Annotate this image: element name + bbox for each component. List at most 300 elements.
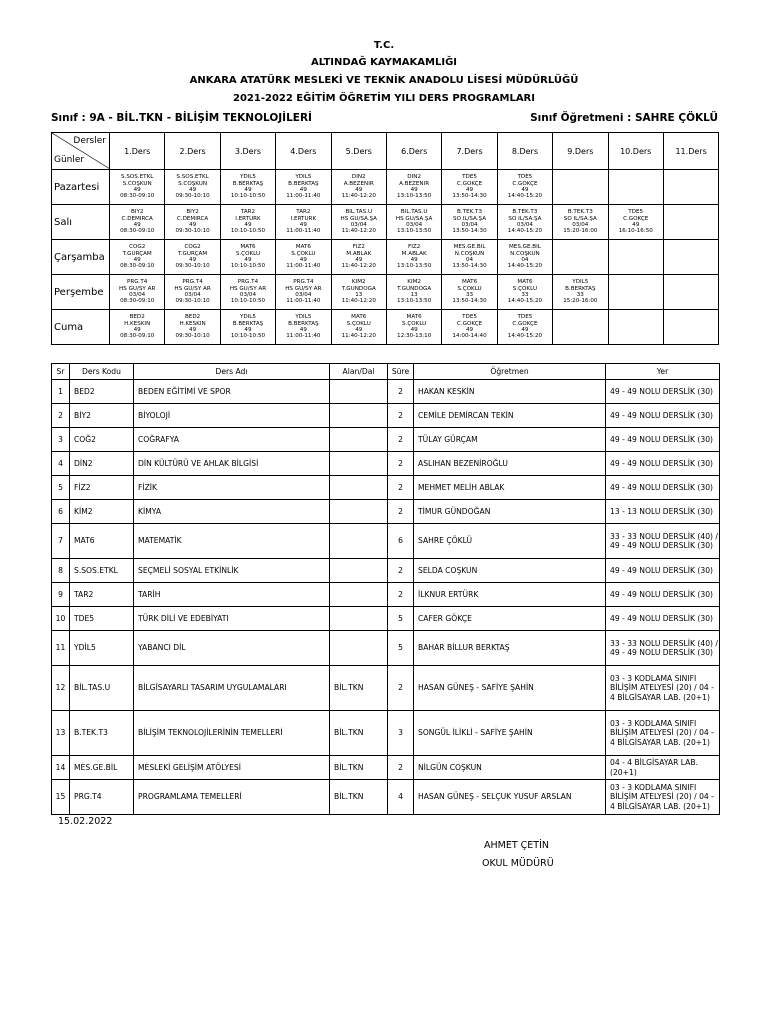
slot-teacher: HS GÜ/SY AR	[285, 285, 322, 292]
course-code: TAR2	[70, 583, 134, 607]
header-line-4: 2021-2022 EĞİTİM ÖĞRETİM YILI DERS PROGRAMLARI	[233, 93, 535, 104]
slot-room: 49	[410, 257, 418, 263]
schedule-slot	[442, 310, 497, 345]
schedule-slot	[220, 170, 275, 205]
slot-teacher: B.BERKTAŞ	[232, 320, 264, 327]
slot-time: 10:10-10:50	[230, 263, 266, 270]
schedule-slot	[553, 275, 608, 310]
schedule-slot	[386, 240, 441, 275]
slot-teacher: B.BERKTAŞ	[232, 180, 264, 187]
slot-room: 03/04	[239, 292, 257, 298]
class-label: Sınıf : 9A - BİL.TKN - BİLİŞİM TEKNOLOJİLERİ	[51, 112, 312, 124]
slot-time: 14:40-15:20	[507, 193, 543, 200]
course-teacher: TÜLAY GÜRÇAM	[414, 428, 606, 452]
schedule-slot	[608, 170, 663, 205]
slot-time: 15:20-16:00	[563, 228, 598, 235]
schedule-slot	[663, 275, 718, 310]
slot-time: 11:00-11:40	[286, 298, 321, 305]
period-header: 7.Ders	[442, 133, 497, 170]
course-list-table	[51, 363, 720, 815]
schedule-slot	[608, 240, 663, 275]
slot-course-code: TDE5	[462, 314, 477, 321]
course-teacher: HASAN GÜNEŞ - SELÇUK YUSUF ARSLAN	[414, 780, 606, 815]
schedule-slot	[386, 275, 441, 310]
course-row	[52, 559, 720, 583]
slot-room: 49	[189, 327, 197, 333]
schedule-slot	[110, 240, 165, 275]
course-code: YDİL5	[70, 631, 134, 666]
schedule-slot	[442, 205, 497, 240]
schedule-slot	[165, 170, 220, 205]
course-hours: 2	[388, 500, 414, 524]
period-header: 5.Ders	[331, 133, 386, 170]
course-row	[52, 666, 720, 711]
period-header: 4.Ders	[276, 133, 331, 170]
course-room: 49 - 49 NOLU DERSLİK (30)	[606, 452, 720, 476]
slot-teacher: C.GÖKÇE	[456, 180, 483, 187]
slot-room: 03/04	[461, 222, 478, 228]
course-field	[330, 428, 388, 452]
slot-course-code: TDE5	[517, 174, 533, 181]
course-name: BEDEN EĞİTİMİ VE SPOR	[134, 380, 330, 404]
slot-time: 13:10-13:50	[397, 193, 432, 200]
course-teacher: HAKAN KESKİN	[414, 380, 606, 404]
slot-teacher: S.ÇÖKLÜ	[402, 320, 427, 327]
slot-course-code: FİZ2	[408, 244, 421, 251]
slot-course-code: BED2	[184, 314, 201, 321]
slot-room: 49	[244, 327, 252, 333]
slot-course-code: BİL.TAS.U	[345, 209, 373, 216]
slot-course-code: MAT6	[351, 314, 367, 321]
course-header-sr: Sr	[52, 364, 70, 380]
slot-room: 49	[189, 257, 197, 263]
day-name: Çarşamba	[52, 240, 110, 275]
slot-room: 13	[355, 292, 363, 298]
slot-time: 14:40-15:20	[507, 263, 543, 270]
course-teacher: NİLGÜN COŞKUN	[414, 756, 606, 780]
slot-time: 08:30-09:10	[120, 333, 155, 340]
schedule-slot	[331, 170, 386, 205]
slot-course-code: TDE5	[517, 314, 533, 321]
slot-time: 10:10-10:50	[230, 228, 266, 235]
slot-course-code: B.TEK.T3	[512, 209, 538, 216]
slot-teacher: N.COŞKUN	[510, 250, 540, 257]
slot-teacher: SO İL/SA.ŞA	[563, 215, 597, 222]
schedule-slot	[608, 310, 663, 345]
schedule-slot	[663, 170, 718, 205]
slot-teacher: A.BEZENİR	[399, 180, 430, 187]
slot-room: 49	[632, 222, 640, 228]
slot-room: 03/04	[406, 222, 423, 228]
course-hours: 5	[388, 631, 414, 666]
course-room: 03 - 3 KODLAMA SINIFI BİLİŞİM ATELYESİ (20) / 04 - 4 BİLGİSAYAR LAB. (20+1)	[606, 666, 720, 711]
course-row	[52, 631, 720, 666]
course-teacher: HASAN GÜNEŞ - SAFİYE ŞAHİN	[414, 666, 606, 711]
schedule-slot	[497, 205, 552, 240]
slot-course-code: PRG.T4	[293, 279, 314, 286]
slot-time: 08:30-09:10	[120, 298, 155, 305]
course-room: 49 - 49 NOLU DERSLİK (30)	[606, 380, 720, 404]
slot-course-code: FİZ2	[352, 244, 365, 251]
slot-room: 04	[465, 257, 474, 263]
course-field	[330, 452, 388, 476]
slot-time: 14:00-14:40	[452, 333, 487, 340]
signer-title: OKUL MÜDÜRÜ	[482, 858, 554, 869]
course-sr: 9	[52, 583, 70, 607]
schedule-slot	[386, 170, 441, 205]
slot-room: 03/04	[129, 292, 146, 298]
course-name: BİLGİSAYARLI TASARIM UYGULAMALARI	[134, 666, 330, 711]
course-row	[52, 428, 720, 452]
slot-teacher: H.KESKİN	[179, 320, 206, 327]
slot-room: 49	[133, 187, 141, 193]
slot-course-code: YDİL5	[295, 174, 312, 181]
course-teacher: MEHMET MELİH ABLAK	[414, 476, 606, 500]
slot-room: 49	[299, 257, 307, 263]
slot-course-code: KİM2	[351, 279, 366, 286]
course-code: BED2	[70, 380, 134, 404]
course-sr: 15	[52, 780, 70, 815]
schedule-slot	[442, 275, 497, 310]
slot-teacher: HS GÜ/SY AR	[229, 285, 267, 292]
course-row	[52, 583, 720, 607]
schedule-slot	[497, 310, 552, 345]
slot-teacher: HS GÜ/SA.ŞA	[395, 215, 433, 222]
schedule-corner-cell	[52, 133, 110, 170]
slot-time: 08:30-09:10	[120, 193, 155, 200]
course-room: 49 - 49 NOLU DERSLİK (30)	[606, 607, 720, 631]
course-sr: 1	[52, 380, 70, 404]
slot-teacher: S.ÇÖKLÜ	[235, 250, 261, 257]
corner-days-label: Günler	[54, 155, 85, 165]
slot-teacher: C.GÖKÇE	[456, 320, 483, 327]
slot-teacher: B.BERKTAŞ	[288, 180, 319, 187]
course-sr: 4	[52, 452, 70, 476]
slot-teacher: B.BERKTAŞ	[288, 320, 319, 327]
schedule-slot	[553, 205, 608, 240]
schedule-slot	[386, 310, 441, 345]
course-code: B.TEK.T3	[70, 711, 134, 756]
header-line-2: ALTINDAĞ KAYMAKAMLIĞI	[310, 57, 458, 68]
slot-teacher: HS GÜ/SY AR	[119, 285, 156, 292]
course-room: 49 - 49 NOLU DERSLİK (30)	[606, 404, 720, 428]
course-room: 49 - 49 NOLU DERSLİK (30)	[606, 476, 720, 500]
schedule-slot	[608, 275, 663, 310]
course-field	[330, 583, 388, 607]
course-hours: 3	[388, 711, 414, 756]
course-row	[52, 476, 720, 500]
slot-time: 10:10-10:50	[230, 333, 266, 340]
slot-time: 14:40-15:20	[507, 333, 543, 340]
course-hours: 2	[388, 756, 414, 780]
slot-time: 13:10-13:50	[397, 263, 432, 270]
period-header: 11.Ders	[663, 133, 718, 170]
slot-teacher: HS GÜ/SY AR	[174, 285, 211, 292]
course-row	[52, 756, 720, 780]
schedule-slot	[165, 240, 220, 275]
slot-room: 49	[299, 327, 307, 333]
slot-teacher: T.GÜNDOĞA	[397, 285, 432, 292]
print-date: 15.02.2022	[58, 816, 113, 827]
slot-course-code: TAR2	[240, 209, 256, 216]
slot-time: 11:40-12:20	[341, 298, 376, 305]
day-name: Salı	[52, 205, 110, 240]
course-name: MESLEKİ GELİŞİM ATÖLYESİ	[134, 756, 330, 780]
period-header: 1.Ders	[110, 133, 165, 170]
slot-teacher: S.ÇÖKLÜ	[457, 285, 482, 292]
slot-room: 49	[189, 222, 197, 228]
slot-teacher: HS GÜ/SA.ŞA	[340, 215, 377, 222]
slot-time: 11:00-11:40	[286, 333, 321, 340]
course-sr: 13	[52, 711, 70, 756]
course-name: TÜRK DİLİ VE EDEBİYATI	[134, 607, 330, 631]
course-code: DİN2	[70, 452, 134, 476]
slot-time: 16:10-16:50	[618, 228, 653, 235]
course-name: BİLİŞİM TEKNOLOJİLERİNİN TEMELLERİ	[134, 711, 330, 756]
course-name: KİMYA	[134, 500, 330, 524]
slot-course-code: MES.GE.BİL	[508, 244, 541, 251]
slot-teacher: C.GÖKÇE	[623, 215, 649, 222]
course-name: FİZİK	[134, 476, 330, 500]
schedule-slot	[110, 275, 165, 310]
schedule-slot	[608, 205, 663, 240]
slot-course-code: S.SOS.ETKL	[176, 174, 209, 181]
slot-course-code: TDE5	[628, 209, 644, 216]
course-header-code: Ders Kodu	[70, 364, 134, 380]
schedule-slot	[497, 240, 552, 275]
course-name: COĞRAFYA	[134, 428, 330, 452]
slot-time: 11:40-12:20	[341, 228, 376, 235]
slot-room: 33	[521, 292, 529, 298]
slot-time: 10:10-10:50	[230, 193, 266, 200]
course-name: BİYOLOJİ	[134, 404, 330, 428]
course-sr: 5	[52, 476, 70, 500]
course-hours: 2	[388, 583, 414, 607]
course-code: COĞ2	[70, 428, 134, 452]
course-row	[52, 452, 720, 476]
course-field	[330, 559, 388, 583]
slot-time: 13:10-13:50	[397, 298, 432, 305]
schedule-slot	[276, 240, 331, 275]
course-row	[52, 500, 720, 524]
course-hours: 5	[388, 607, 414, 631]
course-room: 13 - 13 NOLU DERSLİK (30)	[606, 500, 720, 524]
schedule-slot	[331, 310, 386, 345]
course-name: TARİH	[134, 583, 330, 607]
course-header-room: Yer	[606, 364, 720, 380]
course-code: KİM2	[70, 500, 134, 524]
signer-name: AHMET ÇETİN	[484, 840, 550, 851]
schedule-slot	[553, 240, 608, 275]
slot-teacher: S.ÇÖKLÜ	[346, 320, 371, 327]
slot-room: 49	[410, 187, 418, 193]
schedule-slot	[220, 240, 275, 275]
slot-time: 10:10-10:50	[230, 298, 266, 305]
course-teacher: ASLIHAN BEZENİROĞLU	[414, 452, 606, 476]
slot-course-code: YDİL5	[239, 174, 256, 181]
schedule-slot	[165, 205, 220, 240]
slot-room: 49	[244, 222, 252, 228]
course-code: MES.GE.BİL	[70, 756, 134, 780]
day-name: Cuma	[52, 310, 110, 345]
slot-room: 49	[133, 257, 141, 263]
course-hours: 2	[388, 452, 414, 476]
course-code: BİL.TAS.U	[70, 666, 134, 711]
course-code: MAT6	[70, 524, 134, 559]
course-teacher: BAHAR BİLLUR BERKTAŞ	[414, 631, 606, 666]
slot-teacher: S.ÇÖKLÜ	[512, 285, 538, 292]
slot-teacher: İ.ERTÜRK	[235, 215, 261, 222]
day-name: Pazartesi	[52, 170, 110, 205]
slot-course-code: YDİL5	[295, 314, 312, 321]
course-sr: 14	[52, 756, 70, 780]
slot-course-code: MAT6	[517, 279, 533, 286]
slot-time: 11:00-11:40	[286, 193, 321, 200]
course-teacher: SAHRE ÇÖKLÜ	[414, 524, 606, 559]
course-hours: 2	[388, 666, 414, 711]
course-hours: 2	[388, 404, 414, 428]
schedule-slot	[442, 170, 497, 205]
course-field	[330, 500, 388, 524]
slot-time: 14:40-15:20	[507, 228, 543, 235]
slot-time: 09:30-10:10	[175, 333, 210, 340]
slot-course-code: PRG.T4	[127, 279, 148, 286]
course-hours: 2	[388, 380, 414, 404]
course-code: PRG.T4	[70, 780, 134, 815]
day-name: Perşembe	[52, 275, 110, 310]
slot-room: 49	[299, 222, 307, 228]
slot-course-code: MAT6	[461, 279, 478, 286]
slot-course-code: S.SOS.ETKL	[121, 174, 154, 181]
course-hours: 2	[388, 428, 414, 452]
course-sr: 8	[52, 559, 70, 583]
course-header-name: Ders Adı	[134, 364, 330, 380]
course-sr: 2	[52, 404, 70, 428]
course-row	[52, 780, 720, 815]
schedule-slot	[110, 205, 165, 240]
slot-course-code: BİL.TAS.U	[400, 209, 428, 216]
slot-time: 13:50-14:30	[452, 298, 487, 305]
slot-course-code: BİY2	[186, 209, 199, 216]
course-teacher: CEMİLE DEMİRCAN TEKİN	[414, 404, 606, 428]
slot-time: 08:30-09:10	[120, 263, 155, 270]
class-teacher-label: Sınıf Öğretmeni : SAHRE ÇÖKLÜ	[530, 112, 718, 124]
slot-room: 49	[355, 257, 363, 263]
weekly-schedule-table	[51, 132, 719, 345]
schedule-slot	[553, 170, 608, 205]
slot-course-code: DİN2	[351, 174, 366, 181]
slot-teacher: N.COŞKUN	[454, 250, 485, 257]
header-line-1: T.C.	[373, 40, 395, 51]
schedule-slot	[165, 275, 220, 310]
schedule-slot	[220, 205, 275, 240]
course-field: BİL.TKN	[330, 711, 388, 756]
schedule-slot	[331, 240, 386, 275]
course-hours: 2	[388, 476, 414, 500]
slot-time: 08:30-09:10	[120, 228, 155, 235]
schedule-slot	[497, 275, 552, 310]
course-sr: 6	[52, 500, 70, 524]
schedule-slot	[110, 310, 165, 345]
course-room: 49 - 49 NOLU DERSLİK (30)	[606, 583, 720, 607]
course-teacher: TİMUR GÜNDOĞAN	[414, 500, 606, 524]
slot-room: 03/04	[184, 292, 201, 298]
slot-time: 09:30-10:10	[175, 263, 210, 270]
course-room: 03 - 3 KODLAMA SINIFI BİLİŞİM ATELYESİ (20) / 04 - 4 BİLGİSAYAR LAB. (20+1)	[606, 711, 720, 756]
slot-course-code: COĞ2	[129, 244, 146, 251]
slot-time: 11:40-12:20	[341, 333, 376, 340]
course-header-field: Alan/Dal	[330, 364, 388, 380]
slot-time: 11:00-11:40	[286, 228, 321, 235]
slot-teacher: B.BERKTAŞ	[565, 285, 596, 292]
course-sr: 12	[52, 666, 70, 711]
slot-teacher: S.COŞKUN	[122, 180, 152, 187]
slot-teacher: C.GÖKÇE	[512, 320, 538, 327]
course-teacher: SONGÜL İLİKLİ - SAFİYE ŞAHİN	[414, 711, 606, 756]
course-sr: 3	[52, 428, 70, 452]
course-name: PROGRAMLAMA TEMELLERİ	[134, 780, 330, 815]
slot-teacher: C.GÖKÇE	[512, 180, 538, 187]
slot-room: 13	[410, 292, 418, 298]
course-code: BİY2	[70, 404, 134, 428]
slot-course-code: MES.GE.BİL	[453, 244, 486, 251]
schedule-slot	[276, 170, 331, 205]
course-code: S.SOS.ETKL	[70, 559, 134, 583]
slot-room: 49	[244, 257, 252, 263]
slot-room: 03/04	[350, 222, 367, 228]
course-name: SEÇMELİ SOSYAL ETKİNLİK	[134, 559, 330, 583]
slot-room: 49	[521, 327, 529, 333]
slot-room: 49	[189, 187, 197, 193]
course-header-hours: Süre	[388, 364, 414, 380]
header-line-3: ANKARA ATATÜRK MESLEKİ VE TEKNİK ANADOLU LİSESİ MÜDÜRLÜĞÜ	[189, 75, 579, 86]
slot-teacher: T.GÜRÇAM	[178, 250, 208, 257]
course-row	[52, 607, 720, 631]
course-teacher: SELDA COŞKUN	[414, 559, 606, 583]
course-row	[52, 711, 720, 756]
slot-course-code: B.TEK.T3	[457, 209, 483, 216]
slot-teacher: S.ÇÖKLÜ	[291, 250, 316, 257]
slot-course-code: BED2	[129, 314, 145, 321]
schedule-slot	[110, 170, 165, 205]
slot-time: 11:40-12:20	[341, 193, 376, 200]
slot-course-code: COĞ2	[184, 244, 201, 251]
slot-room: 33	[576, 292, 584, 298]
course-room: 04 - 4 BİLGİSAYAR LAB. (20+1)	[606, 756, 720, 780]
course-field	[330, 404, 388, 428]
slot-room: 49	[355, 187, 363, 193]
slot-course-code: YDİL5	[239, 314, 256, 321]
slot-course-code: MAT6	[295, 244, 311, 251]
schedule-slot	[276, 310, 331, 345]
course-name: MATEMATİK	[134, 524, 330, 559]
slot-room: 49	[410, 327, 418, 333]
schedule-slot	[663, 240, 718, 275]
course-room: 49 - 49 NOLU DERSLİK (30)	[606, 428, 720, 452]
course-hours: 2	[388, 559, 414, 583]
course-field	[330, 524, 388, 559]
schedule-slot	[331, 205, 386, 240]
course-field: BİL.TKN	[330, 666, 388, 711]
course-room: 03 - 3 KODLAMA SINIFI BİLİŞİM ATELYESİ (20) / 04 - 4 BİLGİSAYAR LAB. (20+1)	[606, 780, 720, 815]
slot-course-code: YDİL5	[572, 279, 589, 286]
slot-room: 49	[465, 327, 474, 333]
slot-teacher: H.KESKİN	[124, 320, 151, 327]
course-field	[330, 607, 388, 631]
schedule-slot	[276, 205, 331, 240]
slot-course-code: MAT6	[406, 314, 422, 321]
slot-time: 09:30-10:10	[175, 228, 210, 235]
